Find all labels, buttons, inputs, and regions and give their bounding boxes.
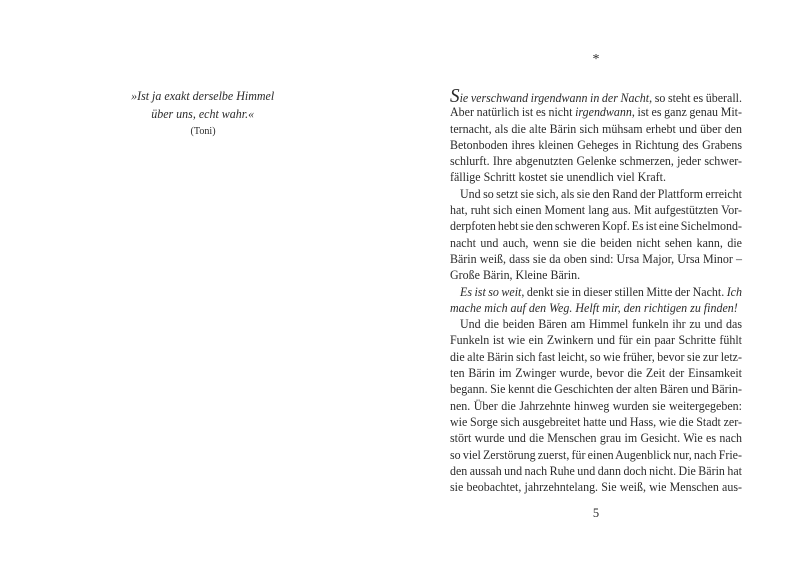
text-line: Und die beiden Bären am Himmel funkeln ihr zu und das bbox=[460, 317, 743, 332]
text-line: hat, ruht sich einen Moment lang aus. Mit aufgestützten Vor- bbox=[450, 203, 743, 218]
text-line: Große Bärin, Kleine Bärin. bbox=[450, 268, 581, 283]
text-line: Bärin weiß, dass sie da oben sind: Ursa Major, Ursa Minor – bbox=[450, 251, 743, 266]
text-line: Sie verschwand irgendwann in der Nacht, so steht es überall. bbox=[450, 85, 742, 107]
text-line: Betonboden ihres kleinen Geheges in Richtung des Grabens bbox=[450, 137, 743, 152]
epigraph-attribution bbox=[58, 125, 348, 139]
text-line: mache mich auf den Weg. Helft mir, den richtigen zu finden! bbox=[450, 300, 738, 315]
text-line: nen. Über die Jahrzehnte hinweg wurden sie weitergegeben: bbox=[450, 398, 743, 413]
drop-initial: S bbox=[450, 85, 460, 107]
epigraph bbox=[58, 87, 348, 139]
text-line: Es ist so weit, denkt sie in dieser stillen Mitte der Nacht. Ich bbox=[460, 284, 742, 299]
section-break-asterisk: * bbox=[592, 52, 600, 67]
text-line: sie beobachtet, jahrzehntelang. Sie weiß, wie Menschen aus- bbox=[450, 480, 743, 495]
text-line: Aber natürlich ist es nicht irgendwann, ist es ganz genau Mit- bbox=[450, 105, 743, 120]
text-line: Und so setzt sie sich, als sie den Rand der Plattform erreicht bbox=[460, 186, 742, 201]
body-text bbox=[450, 85, 743, 495]
text-line: begann. Sie kennt die Geschichten der alten Bären und Bärin- bbox=[450, 382, 742, 397]
epigraph-attribution-text: (Toni) bbox=[190, 126, 216, 137]
page-number: 5 bbox=[592, 506, 600, 520]
epigraph-quote bbox=[58, 87, 348, 123]
text-line: schlurft. Ihre abgenutzten Gelenke schmerzen, jeder schwer- bbox=[450, 154, 743, 169]
text-line: ten Bärin im Zwinger wurde, bevor die Zeit der Einsamkeit bbox=[450, 366, 743, 381]
text-line: derpfoten hebt sie den schweren Kopf. Es ist eine Sichelmond- bbox=[450, 219, 743, 234]
text-line: nacht und auch, wenn sie die beiden nicht sehen kann, die bbox=[450, 235, 743, 250]
text-line: wie Sorge sich ausgebreitet hatte und Hass, wie die Stadt zer- bbox=[450, 414, 743, 429]
text-line: stört wurde und die Menschen grau im Gesicht. Wie es nach bbox=[450, 431, 743, 446]
epigraph-line: »Ist ja exakt derselbe Himmel bbox=[131, 89, 275, 103]
text-line: fällige Schritt kostet sie unendlich viel Kraft. bbox=[450, 170, 666, 185]
epigraph-line: über uns, echt wahr.« bbox=[151, 107, 255, 121]
text-line: Funkeln ist wie ein Zwinkern und für ein paar Schritte fühlt bbox=[450, 333, 743, 348]
text-line: den aussah und nach Ruhe und dann doch nicht. Die Bärin hat bbox=[450, 463, 743, 478]
text-line: so viel Zerstörung zuerst, für einen Augenblick nur, nach Frie- bbox=[450, 447, 743, 462]
text-line: ternacht, als die alte Bärin sich mühsam erhebt und über den bbox=[450, 121, 743, 136]
text-line: die alte Bärin sich fast leicht, so wie früher, bevor sie zur letz- bbox=[450, 349, 743, 364]
